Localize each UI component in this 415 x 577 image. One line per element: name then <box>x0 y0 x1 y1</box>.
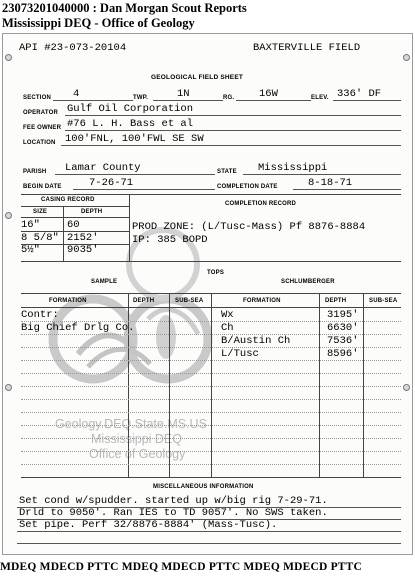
misc-line: Drld to 9050'. Ran IES to TD 9057'. No SWS taken. <box>19 507 328 519</box>
sample-formation: Big Chief Drlg Co. <box>21 322 135 334</box>
sample-label: SAMPLE <box>91 279 118 285</box>
completion-date-value: 8-18-71 <box>308 177 353 189</box>
punch-hole <box>403 384 410 391</box>
casing-size: 5½" <box>21 244 40 256</box>
sample-depth-header: DEPTH <box>133 298 155 304</box>
watermark-agency: Mississippi DEQ <box>91 432 182 446</box>
section-value: 4 <box>73 88 80 100</box>
report-title: 23073201040000 : Dan Morgan Scout Reports <box>2 1 247 15</box>
section-label: SECTION <box>23 95 52 101</box>
range-value: 16W <box>259 88 278 100</box>
schlumberger-subsea-header: SUB-SEA <box>369 298 398 304</box>
schlumberger-depth: 6630' <box>327 322 359 334</box>
state-label: STATE <box>217 169 237 175</box>
parish-value: Lamar County <box>65 162 141 174</box>
misc-line: Set pipe. Perf 32/8876-8884' (Mass-Tusc). <box>19 519 278 531</box>
misc-title: MISCELLANEOUS INFORMATION <box>153 484 254 490</box>
sample-subsea-header: SUB-SEA <box>175 298 204 304</box>
elevation-label: ELEV. <box>311 95 329 101</box>
completion-record-title: COMPLETION RECORD <box>225 201 297 207</box>
casing-depth-header: DEPTH <box>81 209 103 215</box>
field-name: BAXTERVILLE FIELD <box>253 42 361 54</box>
casing-depth: 60 <box>67 219 80 231</box>
casing-record-title: CASING RECORD <box>41 197 95 203</box>
schlumberger-formation: Wx <box>221 309 234 321</box>
range-label: RG. <box>223 95 235 101</box>
report-subtitle: Mississippi DEQ - Office of Geology <box>2 16 195 30</box>
casing-size: 16" <box>21 219 40 231</box>
schlumberger-depth-header: DEPTH <box>325 298 347 304</box>
operator-label: OPERATOR <box>23 110 59 116</box>
sample-formation: Contr: <box>21 309 59 321</box>
watermark-office: Office of Geology <box>89 447 186 461</box>
schlumberger-formation: B/Austin Ch <box>221 335 291 347</box>
begin-date-value: 7-26-71 <box>89 177 134 189</box>
schlumberger-formation: L/Tusc <box>221 348 259 360</box>
api-number: API #23-073-20104 <box>19 42 127 54</box>
watermark-site: Geology.DEQ.State.MS.US <box>55 417 207 431</box>
schlumberger-depth: 8596' <box>327 348 359 360</box>
casing-depth: 9035' <box>67 244 99 256</box>
completion-date-label: COMPLETION DATE <box>217 184 278 190</box>
fee-owner-value: #76 L. H. Bass et al <box>67 118 194 130</box>
completion-line: IP: 385 BOPD <box>132 234 208 246</box>
elevation-value: 336' DF <box>337 88 382 100</box>
schlumberger-formation-header: FORMATION <box>243 298 281 304</box>
footer-agencies: MDEQ MDECD PTTC MDEQ MDECD PTTC MDEQ MDECD PTTC <box>0 561 363 573</box>
completion-line: PROD ZONE: (L/Tusc-Mass) Pf 8876-8884 <box>132 221 366 233</box>
punch-hole <box>5 212 12 219</box>
sample-formation-header: FORMATION <box>49 298 87 304</box>
field-sheet-card <box>2 33 413 555</box>
tops-title: TOPS <box>207 270 225 276</box>
punch-hole <box>5 54 12 61</box>
casing-size: 8 5/8" <box>21 232 59 244</box>
state-value: Mississippi <box>258 162 328 174</box>
schlumberger-depth: 7536' <box>327 335 359 347</box>
casing-depth: 2152' <box>67 232 99 244</box>
begin-date-label: BEGIN DATE <box>23 184 62 190</box>
punch-hole <box>5 384 12 391</box>
parish-label: PARISH <box>23 169 47 175</box>
sheet-title: GEOLOGICAL FIELD SHEET <box>151 74 244 81</box>
schlumberger-label: SCHLUMBERGER <box>281 279 335 285</box>
operator-value: Gulf Oil Corporation <box>67 103 194 115</box>
schlumberger-depth: 3195' <box>327 309 359 321</box>
schlumberger-formation: Ch <box>221 322 234 334</box>
location-label: LOCATION <box>23 140 56 146</box>
casing-size-header: SIZE <box>33 209 48 215</box>
township-value: 1N <box>177 88 190 100</box>
location-value: 100'FNL, 100'FWL SE SW <box>65 133 204 145</box>
misc-line: Set cond w/spudder. started up w/big rig 7-29-71. <box>19 495 328 507</box>
punch-hole <box>403 54 410 61</box>
township-label: TWP. <box>133 95 149 101</box>
fee-owner-label: FEE OWNER <box>23 125 62 131</box>
